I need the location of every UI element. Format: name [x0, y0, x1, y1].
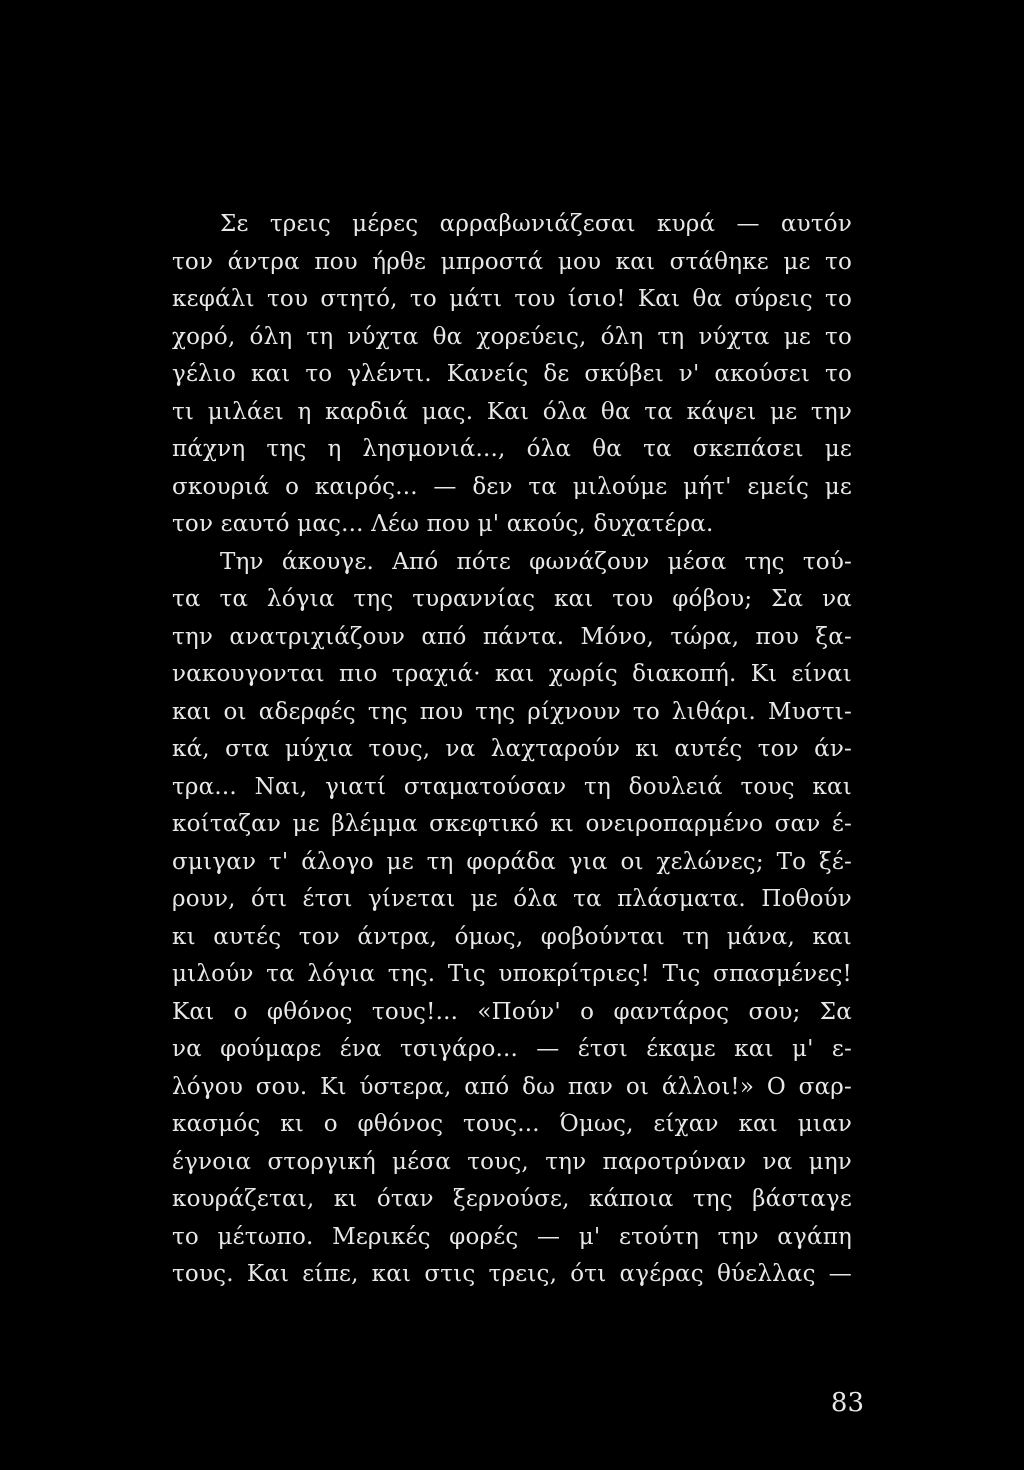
text-line: το μέτωπο. Μερικές φορές — μ' ετούτη την αγάπη: [172, 1223, 852, 1250]
text-line: τι μιλάει η καρδιά μας. Και όλα θα τα κάψει με την: [172, 398, 852, 425]
text-line: σκουριά ο καιρός... — δεν τα μιλούμε μήτ' εμείς με: [172, 473, 852, 500]
text-line: ρουν, ότι έτσι γίνεται με όλα τα πλάσματα. Ποθούν: [172, 886, 852, 912]
text-line: τρα... Ναι, γιατί σταματούσαν τη δουλειά τους και: [172, 773, 852, 800]
text-line: γέλιο και το γλέντι. Κανείς δε σκύβει ν' ακούσει το: [172, 361, 852, 387]
text-line: τους. Και είπε, και στις τρεις, ότι αγέρας θύελλας —: [172, 1261, 852, 1287]
text-line: Σε τρεις μέρες αρραβωνιάζεσαι κυρά — αυτόν: [220, 211, 852, 237]
text-line: κασμός κι ο φθόνος τους... Όμως, είχαν και μιαν: [172, 1111, 852, 1137]
text-line: κεφάλι του στητό, το μάτι του ίσιο! Και θα σύρεις το: [172, 286, 852, 312]
text-line: λόγου σου. Κι ύστερα, από δω παν οι άλλοι!» Ο σαρ-: [172, 1073, 852, 1100]
text-line: τα τα λόγια της τυραννίας και του φόβου; Σα να: [172, 586, 852, 612]
text-line: κοίταζαν με βλέμμα σκεφτικό κι ονειροπαρμένο σαν έ-: [172, 811, 852, 837]
text-line: μιλούν τα λόγια της. Τις υποκρίτριες! Τις σπασμένες!: [172, 961, 852, 987]
text-line: να φούμαρε ένα τσιγάρο... — έτσι έκαμε και μ' ε-: [172, 1036, 852, 1062]
text-line: κά, στα μύχια τους, να λαχταρούν κι αυτές τον άν-: [172, 736, 852, 762]
text-line: Και ο φθόνος τους!... «Πούν' ο φαντάρος σου; Σα: [172, 998, 852, 1025]
page-number: 83: [830, 1388, 864, 1418]
body-text: [172, 206, 852, 1294]
text-line: έγνοια στοργική μέσα τους, την παροτρύναν να μην: [172, 1148, 852, 1175]
text-line: κι αυτές τον άντρα, όμως, φοβούνται τη μάνα, και: [172, 923, 852, 950]
text-line: κουράζεται, κι όταν ξερνούσε, κάποια της βάσταγε: [172, 1186, 852, 1212]
text-line: και οι αδερφές της που της ρίχνουν το λιθάρι. Μυστι-: [172, 698, 852, 725]
text-line: νακουγονται πιο τραχιά· και χωρίς διακοπή. Κι είναι: [172, 661, 852, 687]
text-line: την ανατριχιάζουν από πάντα. Μόνο, τώρα, που ξα-: [172, 623, 852, 650]
text-line: Την άκουγε. Από πότε φωνάζουν μέσα της τού-: [220, 548, 852, 575]
text-line: πάχνη της η λησμονιά..., όλα θα τα σκεπάσει με: [172, 436, 852, 462]
text-line: σμιγαν τ' άλογο με τη φοράδα για οι χελώνες; Το ξέ-: [172, 848, 852, 875]
text-line: τον εαυτό μας... Λέω που μ' ακούς, δυχατέρα.: [172, 511, 714, 537]
text-line: τον άντρα που ήρθε μπροστά μου και στάθηκε με το: [172, 248, 852, 275]
text-line: χορό, όλη τη νύχτα θα χορεύεις, όλη τη νύχτα με το: [172, 323, 852, 350]
